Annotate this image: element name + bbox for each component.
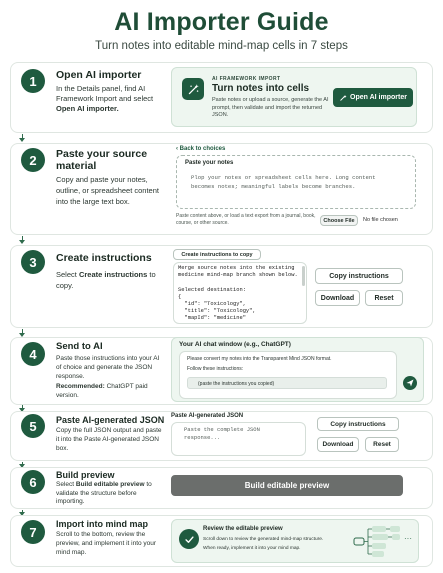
download-button[interactable]: Download — [317, 437, 359, 452]
page-subtitle: Turn notes into editable mind-map cells in 7 steps — [95, 40, 348, 52]
step-5 — [10, 411, 433, 461]
json-label: Paste AI-generated JSON — [171, 413, 244, 419]
step-description: Select Create instructions to copy. — [56, 270, 156, 290]
copy-instructions-button[interactable]: Copy instructions — [315, 268, 403, 284]
textarea-label: Paste your notes — [185, 160, 234, 166]
step-number: 3 — [21, 250, 45, 274]
step-7 — [10, 515, 433, 567]
step-6 — [10, 467, 433, 509]
step-number: 5 — [21, 414, 45, 438]
step-3 — [10, 245, 433, 328]
step-description: Paste those instructions into your AI of choice and generate the JSON response. — [56, 355, 160, 380]
code-line: "mapId": "medicine" — [178, 315, 246, 322]
reset-button[interactable]: Reset — [365, 437, 399, 452]
chat-message: Please convert my notes into the Transparent Mind JSON format. Follow these instructions: (paste the instructions you copied) — [179, 351, 397, 399]
chevron-left-icon: ‹ — [176, 146, 178, 152]
step-title: Build preview — [56, 470, 115, 480]
reset-button[interactable]: Reset — [365, 290, 403, 306]
code-line: Selected destination: — [178, 286, 246, 293]
step-4 — [10, 337, 433, 405]
card-body: Paste notes or upload a source, generate the AI prompt, then validate and import the returned JSON. — [212, 97, 329, 118]
step-title: Create instructions — [56, 252, 152, 264]
back-to-choices-link[interactable]: ‹ Back to choices — [176, 146, 226, 152]
card-kicker: AI FRAMEWORK IMPORT — [212, 76, 281, 82]
build-editable-preview-button[interactable]: Build editable preview — [171, 475, 403, 496]
instructions-preview[interactable] — [173, 262, 307, 324]
step-number: 7 — [21, 520, 45, 544]
step-number: 4 — [21, 342, 45, 366]
upload-hint: Paste content above, or load a text export from a journal, book, course, or other source. — [176, 213, 316, 226]
code-line: medicine mind-map branch shown below. — [178, 272, 298, 279]
notes-textarea[interactable] — [176, 155, 416, 209]
step-description: Scroll to the bottom, review the preview, and implement it into your mind map. — [56, 531, 157, 556]
send-icon[interactable] — [403, 376, 417, 390]
step-description: In the Details panel, find AI Framework Import and select Open AI importer. — [56, 84, 154, 113]
code-line: "id": "Toxicology", — [178, 301, 246, 307]
code-line — [178, 279, 302, 286]
magic-wand-icon — [339, 94, 347, 102]
chat-title: Your AI chat window (e.g., ChatGPT) — [179, 341, 291, 348]
choose-file-button[interactable]: Choose File — [320, 215, 358, 226]
step-description: Select Build editable preview to validate the structure before importing. — [56, 481, 152, 505]
open-ai-importer-button[interactable]: Open AI importer — [333, 88, 413, 107]
review-preview-card: Review the editable preview Scroll down to review the generated mind-map structure. When ready, implement it into your mind map. ··· — [171, 519, 419, 563]
step-description: Copy the full JSON output and paste it into the Paste AI-generated JSON box. — [56, 427, 162, 452]
recommendation: Recommended: ChatGPT paid version. — [56, 383, 148, 399]
step-description: Copy and paste your notes, outline, or spreadsheet content into the large text box. — [56, 175, 159, 206]
json-textarea[interactable]: Paste the complete JSON response... — [171, 422, 306, 456]
code-line: { — [178, 293, 182, 300]
step-1 — [10, 62, 433, 133]
code-line: "title": "Toxicology", — [178, 308, 256, 315]
step-title: Send to AI — [56, 341, 103, 352]
tree-icon — [352, 523, 402, 561]
step-title: Open AI importer — [56, 69, 142, 81]
create-instructions-button[interactable]: Create instructions to copy — [173, 249, 261, 260]
step-2 — [10, 143, 433, 235]
card-title: Review the editable preview — [203, 526, 283, 532]
check-icon — [179, 529, 199, 549]
step-number: 6 — [21, 470, 45, 494]
step-number: 2 — [21, 148, 45, 172]
scrollbar[interactable] — [302, 266, 305, 286]
step-number: 1 — [21, 69, 45, 93]
pasted-instructions-chip: (paste the instructions you copied) — [187, 377, 387, 389]
code-line: Merge source notes into the existing — [178, 265, 295, 271]
step-title: Paste AI-generated JSON — [56, 415, 165, 425]
copy-instructions-button[interactable]: Copy instructions — [317, 417, 399, 431]
card-title: Turn notes into cells — [212, 83, 310, 94]
ai-chat-window — [171, 337, 424, 402]
page-title: AI Importer Guide — [114, 8, 329, 36]
step-title: Paste your source material — [56, 148, 148, 172]
step-title: Import into mind map — [56, 519, 148, 529]
magic-wand-icon — [182, 78, 204, 100]
no-file-text: No file chosen — [363, 217, 398, 223]
download-button[interactable]: Download — [315, 290, 360, 306]
more-icon: ··· — [404, 534, 412, 543]
ai-framework-card — [171, 67, 417, 127]
textarea-placeholder: Plop your notes or spreadsheet cells here. Long content becomes notes; meaningful labels become branches. — [191, 174, 376, 190]
